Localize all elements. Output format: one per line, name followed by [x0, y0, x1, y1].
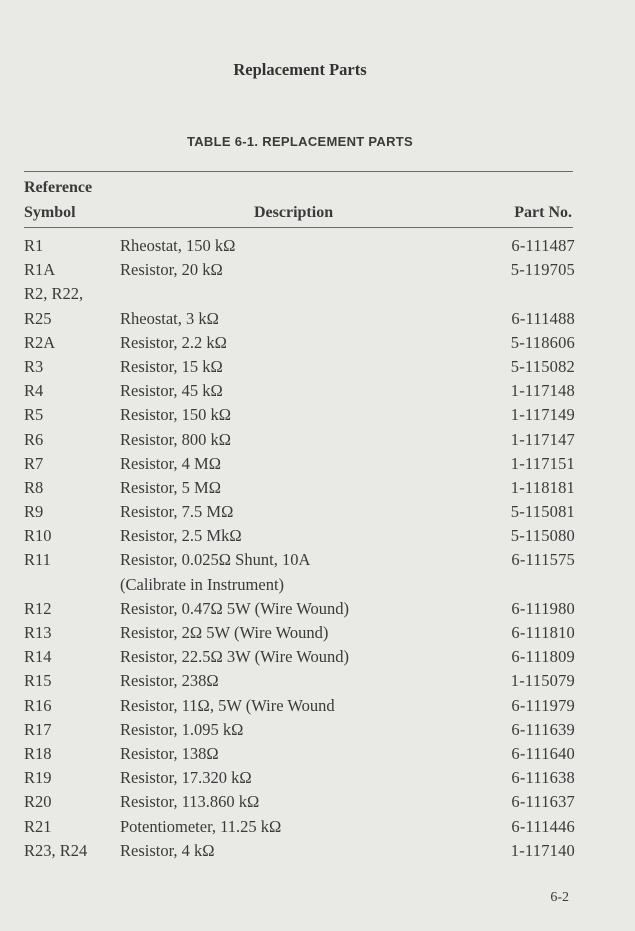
part-number: 6-111446 [511, 816, 575, 836]
part-description: Resistor, 150 kΩ [120, 405, 232, 425]
table-row [0, 331, 635, 355]
part-number: 6-111979 [511, 695, 575, 715]
table-row [0, 476, 635, 500]
table-row [0, 379, 635, 403]
reference-symbol: R2, R22, [24, 284, 84, 304]
reference-symbol: R21 [24, 816, 52, 836]
table-row [0, 790, 635, 814]
part-description: (Calibrate in Instrument) [120, 574, 285, 594]
table-row [0, 718, 635, 742]
part-description: Resistor, 15 kΩ [120, 356, 223, 376]
header-description: Description [254, 204, 334, 221]
part-description: Resistor, 20 kΩ [120, 260, 223, 280]
header-part-no: Part No. [514, 204, 572, 221]
table-row [0, 403, 635, 427]
table-row [0, 428, 635, 452]
header-reference: Reference [24, 179, 93, 196]
table-row [0, 282, 635, 306]
part-number: 1-117148 [510, 381, 575, 401]
reference-symbol: R23, R24 [24, 840, 88, 860]
reference-symbol: R4 [24, 381, 44, 401]
table-row [0, 694, 635, 718]
page-heading: Replacement Parts [233, 60, 367, 79]
part-description: Resistor, 2.5 MkΩ [120, 526, 242, 546]
reference-symbol: R19 [24, 768, 52, 788]
part-number: 1-115079 [510, 671, 575, 691]
table-row [0, 645, 635, 669]
part-number: 1-118181 [510, 477, 575, 497]
reference-symbol: R25 [24, 308, 52, 328]
part-number: 1-117140 [510, 840, 575, 860]
reference-symbol: R1A [24, 260, 56, 280]
part-description: Resistor, 5 MΩ [120, 477, 221, 497]
reference-symbol: R8 [24, 477, 44, 497]
table-row [0, 621, 635, 645]
part-number: 1-117149 [510, 405, 575, 425]
reference-symbol: R7 [24, 453, 44, 473]
part-description: Resistor, 238Ω [120, 671, 219, 691]
reference-symbol: R10 [24, 526, 52, 546]
table-row [0, 452, 635, 476]
part-description: Resistor, 11Ω, 5W (Wire Wound [120, 695, 335, 715]
reference-symbol: R1 [24, 236, 44, 255]
table-row [0, 258, 635, 282]
part-number: 6-111488 [511, 308, 575, 328]
part-number: 5-115080 [510, 526, 575, 546]
part-description: Resistor, 17.320 kΩ [120, 768, 252, 788]
reference-symbol: R13 [24, 623, 52, 642]
reference-symbol: R17 [24, 719, 52, 739]
part-number: 6-111487 [511, 236, 575, 255]
reference-symbol: R15 [24, 671, 52, 691]
part-number: 5-119705 [510, 260, 575, 280]
part-description: Resistor, 4 kΩ [120, 840, 215, 860]
part-number: 1-117147 [510, 429, 575, 449]
part-description: Resistor, 2.2 kΩ [120, 332, 227, 352]
part-description: Rheostat, 3 kΩ [120, 308, 219, 328]
reference-symbol: R6 [24, 429, 44, 449]
table-title: TABLE 6-1. REPLACEMENT PARTS [186, 134, 414, 149]
table-row [0, 597, 635, 621]
table-top-rule [24, 171, 573, 172]
part-description: Resistor, 45 kΩ [120, 381, 223, 401]
header-symbol: Symbol [24, 204, 76, 221]
part-number: 5-115082 [510, 356, 575, 376]
part-description: Resistor, 1.095 kΩ [120, 719, 244, 739]
part-description: Potentiometer, 11.25 kΩ [120, 816, 282, 836]
table-row [0, 355, 635, 379]
part-description: Resistor, 7.5 MΩ [120, 502, 234, 522]
reference-symbol: R11 [24, 550, 51, 570]
reference-symbol: R12 [24, 598, 52, 618]
part-number: 6-111637 [511, 792, 575, 812]
table-row [0, 669, 635, 693]
part-number: 6-111809 [511, 647, 575, 667]
part-description: Resistor, 0.47Ω 5W (Wire Wound) [120, 598, 349, 618]
table-row [0, 500, 635, 524]
parts-table-body [0, 234, 635, 863]
table-row [0, 573, 635, 597]
table-row [0, 524, 635, 548]
part-description: Resistor, 0.025Ω Shunt, 10A [120, 550, 311, 570]
table-row [0, 548, 635, 572]
table-row [0, 742, 635, 766]
part-description: Resistor, 4 MΩ [120, 453, 221, 473]
reference-symbol: R16 [24, 695, 52, 715]
part-number: 6-111980 [511, 598, 575, 618]
reference-symbol: R18 [24, 743, 52, 763]
part-number: 6-111638 [511, 768, 575, 788]
part-number: 6-111640 [511, 743, 575, 763]
reference-symbol: R9 [24, 502, 44, 522]
part-description: Resistor, 138Ω [120, 743, 219, 763]
part-number: 5-115081 [510, 502, 575, 522]
reference-symbol: R14 [24, 647, 52, 667]
reference-symbol: R5 [24, 405, 44, 425]
table-row [0, 815, 635, 839]
table-row [0, 234, 635, 258]
table-row [0, 307, 635, 331]
table-row [0, 766, 635, 790]
part-description: Resistor, 2Ω 5W (Wire Wound) [120, 623, 329, 642]
part-number: 6-111810 [511, 623, 575, 642]
page-number: 6-2 [550, 890, 569, 905]
table-row [0, 839, 635, 863]
reference-symbol: R3 [24, 356, 44, 376]
part-number: 6-111639 [511, 719, 575, 739]
part-description: Resistor, 800 kΩ [120, 429, 232, 449]
reference-symbol: R20 [24, 792, 52, 812]
part-description: Rheostat, 150 kΩ [120, 236, 236, 255]
part-description: Resistor, 22.5Ω 3W (Wire Wound) [120, 647, 349, 667]
part-number: 1-117151 [510, 453, 575, 473]
part-description: Resistor, 113.860 kΩ [120, 792, 260, 812]
reference-symbol: R2A [24, 332, 56, 352]
part-number: 6-111575 [511, 550, 575, 570]
part-number: 5-118606 [510, 332, 575, 352]
table-header-rule [24, 227, 573, 228]
